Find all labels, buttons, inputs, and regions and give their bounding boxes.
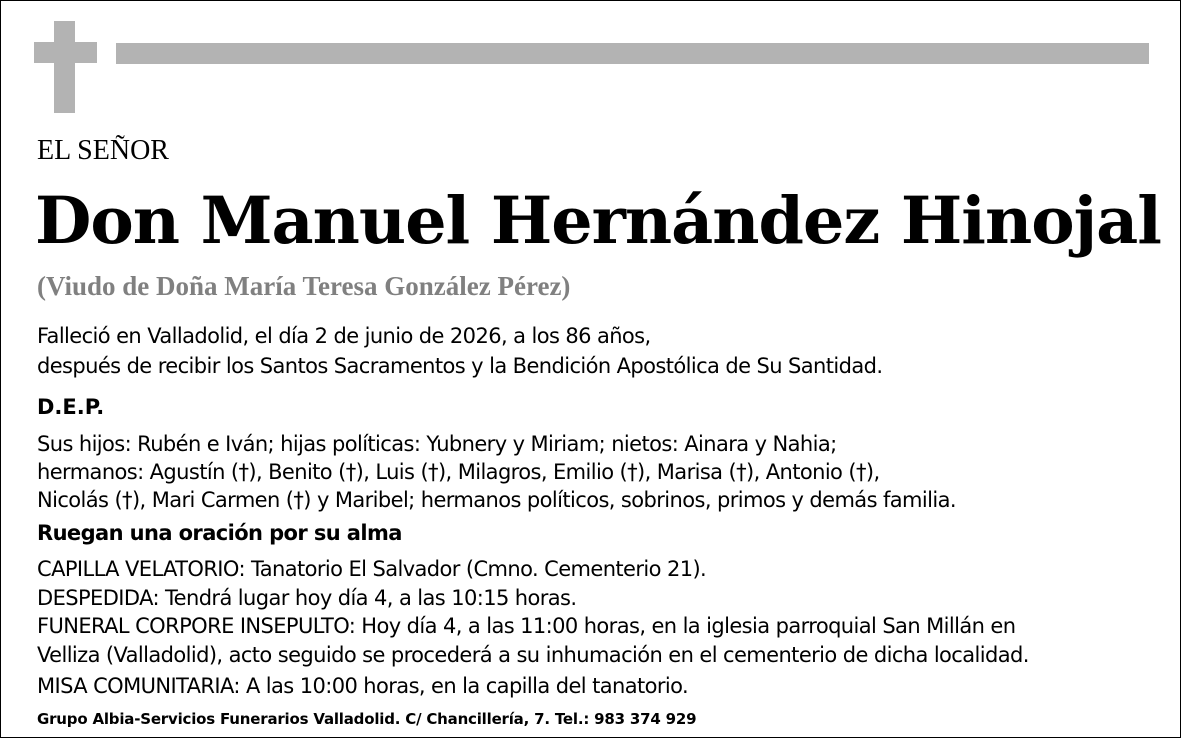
funeral-line-2: Velliza (Valladolid), acto seguido se procederá a su inhumación en el cementerio de dicha localidad. <box>37 643 1029 667</box>
cross-icon-horizontal <box>34 42 97 63</box>
death-line-2: después de recibir los Santos Sacramentos y la Bendición Apostólica de Su Santidad. <box>37 354 883 378</box>
header-divider-bar <box>116 43 1149 64</box>
chapel-info: CAPILLA VELATORIO: Tanatorio El Salvador (Cmno. Cementerio 21). <box>37 557 707 581</box>
prayer-request: Ruegan una oración por su alma <box>37 521 402 545</box>
funeral-home-footer: Grupo Albia-Servicios Funerarios Valladolid. C/ Chancillería, 7. Tel.: 983 374 929 <box>37 710 697 728</box>
family-line-1: Sus hijos: Rubén e Iván; hijas políticas: Yubnery y Miriam; nietos: Ainara y Nahia; <box>37 432 837 456</box>
widow-line: (Viudo de Doña María Teresa González Pérez) <box>37 271 571 301</box>
dep-label: D.E.P. <box>37 395 105 419</box>
mass-info: MISA COMUNITARIA: A las 10:00 horas, en la capilla del tanatorio. <box>37 674 689 698</box>
farewell-info: DESPEDIDA: Tendrá lugar hoy día 4, a las 10:15 horas. <box>37 586 577 610</box>
title-small: EL SEÑOR <box>37 135 169 166</box>
family-line-3: Nicolás (†), Mari Carmen (†) y Maribel; hermanos políticos, sobrinos, primos y demás familia. <box>37 488 956 512</box>
death-line-1: Falleció en Valladolid, el día 2 de junio de 2026, a los 86 años, <box>37 324 651 348</box>
deceased-name: Don Manuel Hernández Hinojal <box>35 183 1161 259</box>
cross-icon-vertical <box>54 21 75 113</box>
funeral-line-1: FUNERAL CORPORE INSEPULTO: Hoy día 4, a las 11:00 horas, en la iglesia parroquial San Millán en <box>37 614 1016 638</box>
family-line-2: hermanos: Agustín (†), Benito (†), Luis (†), Milagros, Emilio (†), Marisa (†), Antonio (†), <box>37 460 880 484</box>
